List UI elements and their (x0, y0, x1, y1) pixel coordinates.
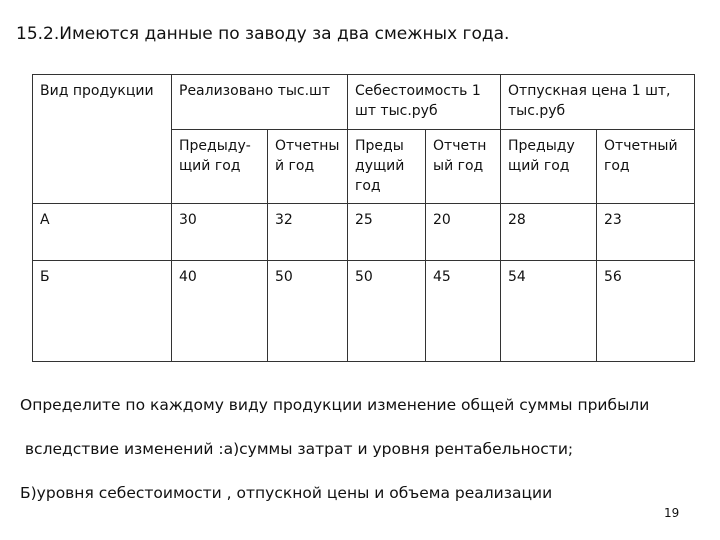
task-line: Определите по каждому виду продукции изменение общей суммы прибыли (20, 396, 650, 414)
cell-price-prev: 54 (501, 260, 597, 361)
cell-cost-rep: 20 (426, 203, 501, 260)
header-product: Вид продукции (33, 75, 172, 204)
table-header-row (33, 75, 695, 130)
cell-product: Б (33, 260, 172, 361)
subheader-price-prev: Предыду щий год (501, 129, 597, 203)
subheader-cost-rep: Отчетн ый год (426, 129, 501, 203)
cell-sold-rep: 50 (268, 260, 348, 361)
cell-price-rep: 56 (597, 260, 695, 361)
cell-cost-prev: 50 (348, 260, 426, 361)
table-row (33, 260, 695, 361)
cell-price-prev: 28 (501, 203, 597, 260)
cell-price-rep: 23 (597, 203, 695, 260)
subheader-cost-prev: Преды дущий год (348, 129, 426, 203)
cell-cost-rep: 45 (426, 260, 501, 361)
cell-sold-prev: 40 (172, 260, 268, 361)
task-line: Б)уровня себестоимости , отпускной цены и объема реализации (20, 484, 553, 502)
task-text (20, 372, 649, 526)
subheader-price-rep: Отчетный год (597, 129, 695, 203)
subheader-sold-rep: Отчетны й год (268, 129, 348, 203)
task-line: вследствие изменений :а)суммы затрат и уровня рентабельности; (20, 440, 574, 458)
table-row (33, 203, 695, 260)
cell-product: А (33, 203, 172, 260)
cell-cost-prev: 25 (348, 203, 426, 260)
cell-sold-rep: 32 (268, 203, 348, 260)
data-table (32, 74, 695, 362)
page-title: 15.2.Имеются данные по заводу за два смежных года. (16, 24, 510, 44)
header-cost: Себестоимость 1 шт тыс.руб (348, 75, 501, 130)
subheader-sold-prev: Предыду- щий год (172, 129, 268, 203)
cell-sold-prev: 30 (172, 203, 268, 260)
page-number: 19 (664, 506, 680, 520)
header-sold: Реализовано тыс.шт (172, 75, 348, 130)
header-price: Отпускная цена 1 шт, тыс.руб (501, 75, 695, 130)
